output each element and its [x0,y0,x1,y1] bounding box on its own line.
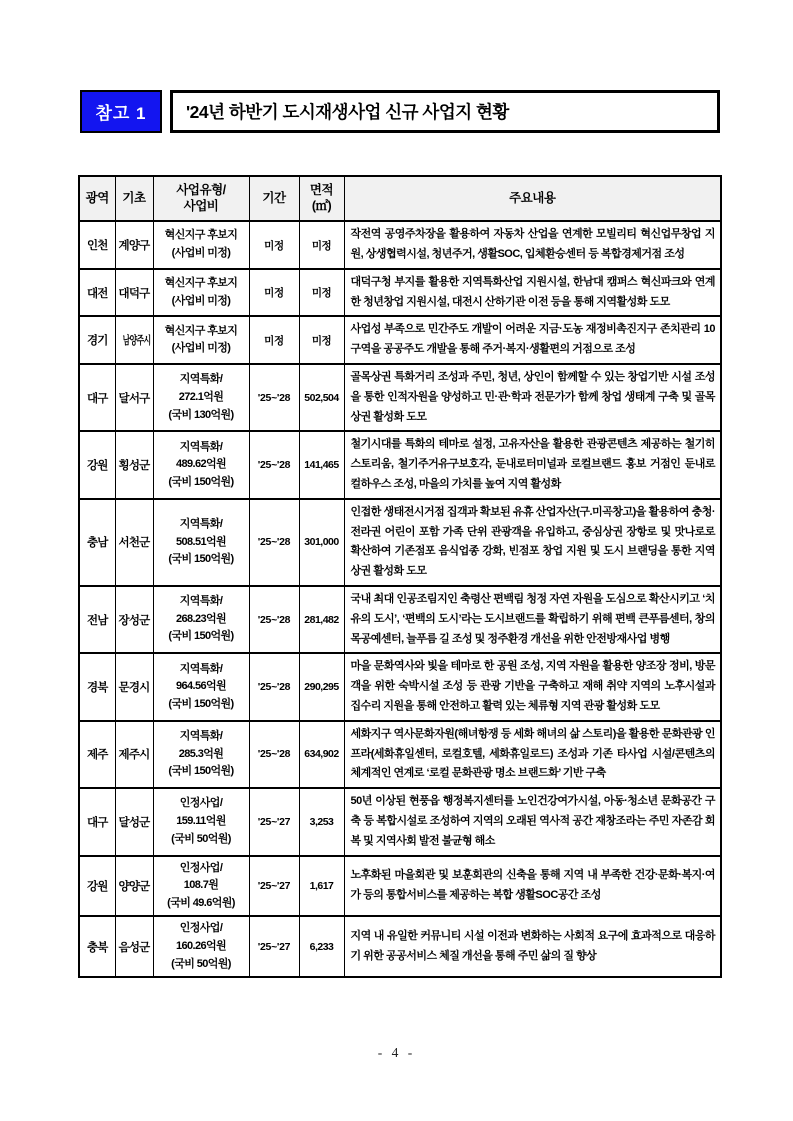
district-label: 제주시 [118,749,150,762]
region-cell: 충북 [79,916,115,977]
page-title: '24년 하반기 도시재생사업 신규 사업지 현황 [170,90,720,133]
district-label: 달성군 [118,816,150,829]
project-type-line: (국비 150억원) [168,630,234,643]
project-type-line: (국비 150억원) [168,697,234,710]
content-cell: 지역 내 유일한 커뮤니티 시설 이전과 변화하는 사회적 요구에 효과적으로 대응하기 위한 공공서비스 체질 개선을 통해 주민 삶의 질 향상 [344,916,721,977]
area-cell: 634,902 [299,721,344,788]
project-type-line: 인정사업/ [179,922,223,935]
period-cell: '25~'28 [249,721,299,788]
project-type-line: 지역특화/ [179,373,223,386]
content-cell: 대덕구청 부지를 활용한 지역특화산업 지원시설, 한남대 캠퍼스 혁신파크와 연계한 청년창업 지원시설, 대전시 산하기관 이전 등을 통해 지역활성화 도모 [344,269,721,317]
period-cell: '25~'28 [249,653,299,720]
table-row [79,499,721,586]
project-type-line: 혁신지구 후보지 [164,229,238,242]
table-body [79,221,721,977]
district-cell [115,721,153,788]
area-cell: 6,233 [299,916,344,977]
district-cell [115,269,153,317]
period-cell: '25~'27 [249,916,299,977]
column-header-line: 사업유형/ [176,183,226,197]
reference-badge: 참고 1 [80,90,162,133]
column-header-line: 기초 [122,190,146,205]
area-cell: 301,000 [299,499,344,586]
content-cell: 노후화된 마을회관 및 보훈회관의 신축을 통해 지역 내 부족한 건강·문화·복지·여가 등의 통합서비스를 제공하는 복합 생활SOC공간 조성 [344,856,721,917]
project-type-cell [153,431,249,498]
projects-table [78,175,722,978]
period-cell: 미정 [249,316,299,364]
table-row [79,431,721,498]
content-cell: 마을 문화역사와 빛을 테마로 한 공원 조성, 지역 자원을 활용한 양조장 정비, 방문객을 위한 숙박시설 조성 등 관광 기반을 구축하고 재해 취약 지역의 노후시설과 집수리 지원을 통해 안전하고 활력 있는 체류형 지역 관광 활성화 도모 [344,653,721,720]
district-label: 문경시 [118,682,150,695]
district-label: 서천군 [118,537,150,550]
district-cell [115,916,153,977]
region-cell: 대구 [79,364,115,431]
region-cell: 경북 [79,653,115,720]
project-type-cell [153,788,249,855]
area-cell: 3,253 [299,788,344,855]
table-row [79,788,721,855]
project-type-line: 268.23억원 [175,612,227,625]
period-cell: '25~'28 [249,364,299,431]
period-cell: '25~'27 [249,856,299,917]
project-type-line: 혁신지구 후보지 [164,277,238,290]
project-type-line: (국비 49.6억원) [167,896,235,909]
period-cell: '25~'27 [249,788,299,855]
project-type-line: 지역특화/ [179,440,223,453]
table-row [79,916,721,977]
district-cell [115,856,153,917]
project-type-line: 인정사업/ [179,797,223,810]
project-type-cell [153,316,249,364]
region-cell: 대전 [79,269,115,317]
project-type-cell [153,856,249,917]
period-cell: '25~'28 [249,431,299,498]
project-type-cell [153,586,249,653]
column-header-line: (㎡) [311,198,332,213]
project-type-line: 지역특화/ [179,662,223,675]
district-cell [115,316,153,364]
project-type-line: (국비 50억원) [171,832,231,845]
district-label: 남양주시 [122,335,151,348]
region-cell: 전남 [79,586,115,653]
project-type-line: (사업비 미정) [171,342,231,355]
region-cell: 대구 [79,788,115,855]
project-type-line: 489.62억원 [175,458,227,471]
column-header-line: 주요내용 [509,190,556,205]
content-cell: 세화지구 역사문화자원(해녀항쟁 등 세화 해녀의 삶 스토리)을 활용한 문화관광 인프라(세화휴일센터, 로컬호텔, 세화휴일로드) 조성과 기존 타사업 시설/콘텐츠의 체계적인 연계로 ‘로컬 문화관광 명소 브랜드화’ 기반 구축 [344,721,721,788]
project-type-line: 272.1억원 [178,390,224,403]
project-type-line: 108.7원 [183,879,219,892]
project-type-line: (사업비 미정) [171,294,231,307]
table-row [79,316,721,364]
project-type-line: 혁신지구 후보지 [164,324,238,337]
table-header-row [79,176,721,221]
project-type-line: 159.11억원 [176,815,226,828]
project-type-line: 285.3억원 [178,747,224,760]
project-type-cell [153,269,249,317]
district-label: 대덕구 [118,287,150,300]
district-label: 계양구 [118,240,150,253]
content-cell: 50년 이상된 현풍읍 행정복지센터를 노인건강여가시설, 아동·청소년 문화공간 구축 등 복합시설로 조성하여 지역의 오래된 역사적 공간 재창조라는 주민 자존감 회복 및 지역사회 발전 불균형 해소 [344,788,721,855]
area-cell: 141,465 [299,431,344,498]
document-header [80,90,720,133]
page-number: - 4 - [377,1045,416,1060]
table-row [79,221,721,269]
column-header-line: 면적 [309,183,334,197]
project-type-line: (국비 50억원) [171,957,231,970]
district-label: 양양군 [118,880,150,893]
region-cell: 충남 [79,499,115,586]
region-cell: 강원 [79,431,115,498]
project-type-line: (국비 130억원) [168,408,234,421]
district-cell [115,431,153,498]
area-cell: 502,504 [299,364,344,431]
area-cell: 미정 [299,269,344,317]
period-cell: 미정 [249,221,299,269]
project-type-line: 160.26억원 [175,939,227,952]
project-type-line: (국비 150억원) [168,765,234,778]
table-row [79,364,721,431]
region-cell: 경기 [79,316,115,364]
area-cell: 290,295 [299,653,344,720]
content-cell: 국내 최대 인공조림지인 축령산 편백림 청정 자연 자원을 도심으로 확산시키고 ‘치유의 도시’, ‘편백의 도시’라는 도시브랜드를 확립하기 위해 편백 큰푸름센터, 창의 목공예센터, 늘푸름 길 조성 및 정주환경 개선을 위한 안전방재사업 병행 [344,586,721,653]
project-type-line: (국비 150억원) [168,475,234,488]
project-type-line: 지역특화/ [179,595,223,608]
area-cell: 1,617 [299,856,344,917]
project-type-cell [153,364,249,431]
district-label: 음성군 [118,941,150,954]
district-cell [115,499,153,586]
project-type-cell [153,653,249,720]
column-header [153,176,249,221]
table-row [79,653,721,720]
column-header [344,176,721,221]
district-label: 횡성군 [118,460,150,473]
content-cell: 인접한 생태전시거점 집객과 확보된 유휴 산업자산(구.미곡창고)을 활용하여 충청·전라권 어린이 포함 가족 단위 관광객을 유입하고, 중심상권 장항로 및 맛나로로 확산하여 기존점포 음식업종 강화, 빈점포 창업 지원 및 도시 브랜딩을 통한 지역 상권 활성화 도모 [344,499,721,586]
project-type-cell [153,499,249,586]
district-cell [115,653,153,720]
column-header [115,176,153,221]
table-row [79,586,721,653]
content-cell: 골목상권 특화거리 조성과 주민, 청년, 상인이 함께할 수 있는 창업기반 시설 조성을 통한 인적자원을 양성하고 민·관·학과 전문가가 함께 창업 생태계 구축 및 골목상권 활성화 도모 [344,364,721,431]
column-header-line: 광역 [85,190,109,205]
table-row [79,269,721,317]
column-header-line: 기간 [262,190,286,205]
project-type-line: 인정사업/ [179,861,223,874]
project-type-line: 지역특화/ [179,518,223,531]
project-type-cell [153,916,249,977]
district-cell [115,221,153,269]
district-cell [115,788,153,855]
column-header [249,176,299,221]
project-type-line: 508.51억원 [175,535,227,548]
region-cell: 제주 [79,721,115,788]
project-type-line: (사업비 미정) [171,247,231,260]
content-cell: 사업성 부족으로 민간주도 개발이 어려운 지금·도농 재정비촉진지구 존치관리 10구역을 공공주도 개발을 통해 주거·복지·생활편의 거점으로 조성 [344,316,721,364]
district-cell [115,364,153,431]
area-cell: 281,482 [299,586,344,653]
project-type-line: 964.56억원 [175,680,227,693]
region-cell: 강원 [79,856,115,917]
district-label: 달서구 [118,392,150,405]
area-cell: 미정 [299,316,344,364]
project-type-cell [153,221,249,269]
district-label: 장성군 [118,614,150,627]
content-cell: 철기시대를 특화의 테마로 설정, 고유자산을 활용한 관광콘텐츠 제공하는 철기히스토리움, 철기주거유구보호각, 둔내로터미널과 로컬브랜드 홍보 거점인 둔내로컬하우스 조성, 마을의 가치를 높여 지역 활성화 [344,431,721,498]
project-type-line: 지역특화/ [179,730,223,743]
column-header [79,176,115,221]
period-cell: 미정 [249,269,299,317]
content-cell: 작전역 공영주차장을 활용하여 자동차 산업을 연계한 모빌리티 혁신업무창업 지원, 상생협력시설, 청년주거, 생활SOC, 입체환승센터 등 복합경제거점 조성 [344,221,721,269]
table-row [79,721,721,788]
district-cell [115,586,153,653]
column-header-line: 사업비 [183,198,219,213]
period-cell: '25~'28 [249,499,299,586]
column-header [299,176,344,221]
table-row [79,856,721,917]
project-type-line: (국비 150억원) [168,553,234,566]
project-type-cell [153,721,249,788]
period-cell: '25~'28 [249,586,299,653]
area-cell: 미정 [299,221,344,269]
region-cell: 인천 [79,221,115,269]
